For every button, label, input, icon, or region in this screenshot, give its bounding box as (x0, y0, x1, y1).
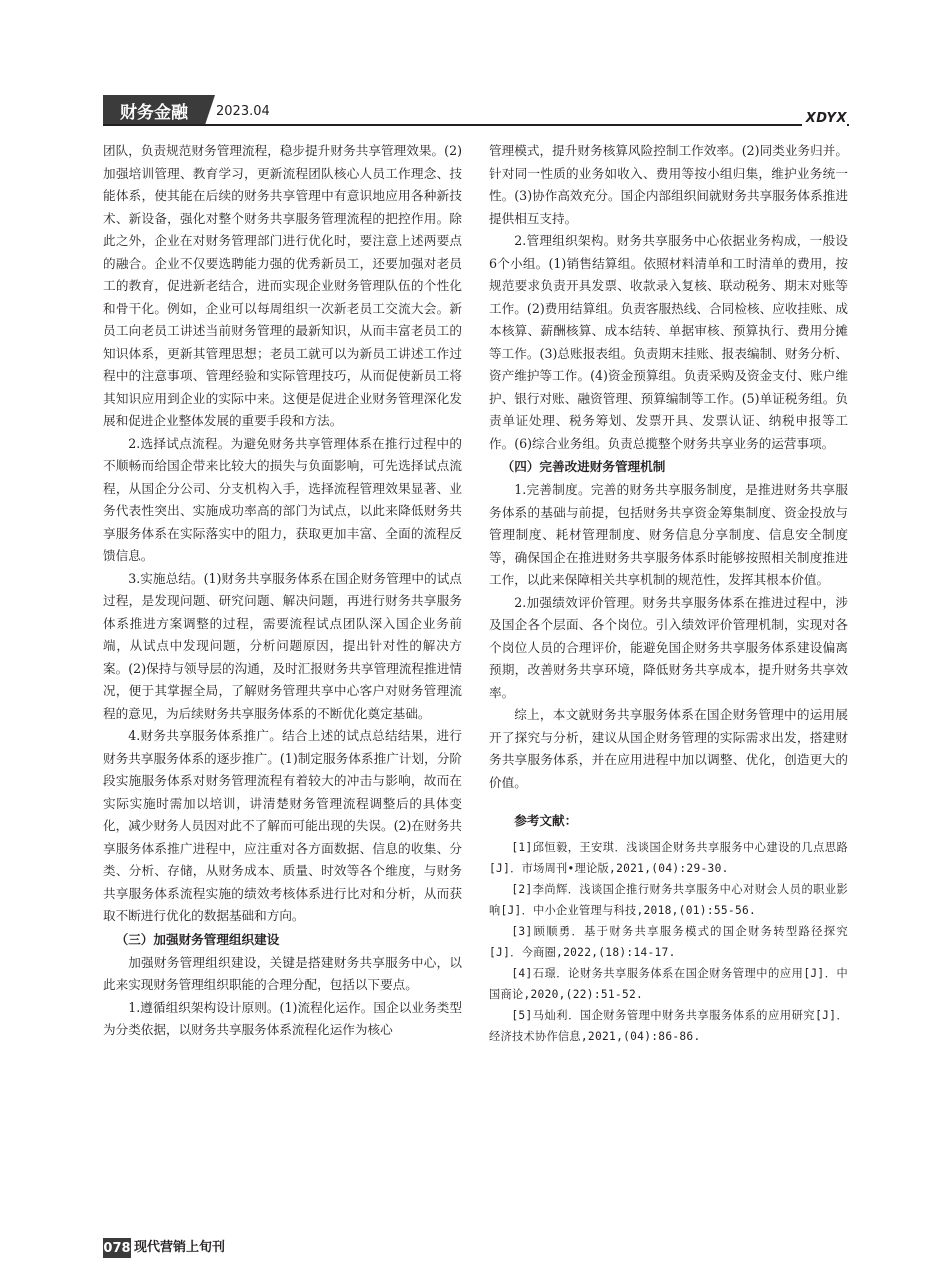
paragraph: 综上，本文就财务共享服务体系在国企财务管理中的运用展开了探究与分析，建议从国企财务管理的实际需求出发，搭建财务共享服务体系，并在应用进程中加以调整、优化，创造更大的价值。 (489, 707, 848, 790)
right-column (489, 140, 848, 1047)
paragraph: 3.实施总结。(1)财务共享服务体系在国企财务管理中的试点过程，是发现问题、研究问题、解决问题，再进行财务共享服务体系推进方案调整的过程，需要流程试点团队深入国企业务前端，从试点中发现问题，分析问题原因，提出针对性的解决方案。(2)保持与领导层的沟通，及时汇报财务共享管理流程推进情况，便于其掌握全局，了解财务管理共享中心客户对财务管理流程的意见，为后续财务共享服务体系的不断优化奠定基础。 (103, 570, 462, 721)
issue-date: 2023.04 (216, 104, 270, 119)
paragraph: 1.遵循组织架构设计原则。(1)流程化运作。国企以业务类型为分类依据，以财务共享服务体系流程化运作为核心 (103, 999, 462, 1037)
section-heading: （四）完善改进财务管理机制 (501, 459, 666, 474)
journal-code: XDYX (802, 111, 847, 126)
paragraph: 4.财务共享服务体系推广。结合上述的试点总结结果，进行财务共享服务体系的逐步推广。(1)制定服务体系推广计划，分阶段实施服务体系对财务管理流程有着较大的冲击与影响，故而在实际实施时需加以培训，讲清楚财务管理流程调整后的具体变化，减少财务人员因对此不了解而可能出现的失误。(2)在财务共享服务体系推广进程中，应注重对各方面数据、信息的收集、分类、分析、存储，从财务成本、质量、时效等各个维度，与财务共享服务体系流程实施的绩效考核体系进行比对和分析，从而获取不断进行优化的数据基础和方向。 (103, 728, 462, 923)
reference-item: [1]邱恒毅，王安琪．浅谈国企财务共享服务中心建设的几点思路[J]．市场周刊•理论版,2021,(04):29-30. (489, 840, 848, 875)
paragraph: 1.完善制度。完善的财务共享服务制度，是推进财务共享服务体系的基础与前提，包括财务共享资金筹集制度、资金投放与管理制度、耗材管理制度、财务信息分享制度、信息安全制度等，确保国企在推进财务共享服务体系时能够按照相关制度推进工作，以此来保障相关共享机制的规范性，发挥其根本价值。 (489, 482, 848, 587)
paragraph: 2.选择试点流程。为避免财务共享管理体系在推行过程中的不顺畅而给国企带来比较大的损失与负面影响，可先选择试点流程，从国企分公司、分支机构入手，选择流程管理效果显著、业务代表性突出、实施成功率高的部门为试点，以此来降低财务共享服务体系在实际落实中的阻力，获取更加丰富、全面的流程反馈信息。 (103, 435, 462, 563)
paragraph: 2.管理组织架构。财务共享服务中心依据业务构成，一般设6个小组。(1)销售结算组。依照材料清单和工时清单的费用，按规范要求负责开具发票、收款录入复核、联动税务、期末对账等工作。(2)费用结算组。负责客服热线、合同检核、应收挂账、成本核算、薪酬核算、成本结转、单据审核、预算执行、费用分摊等工作。(3)总账报表组。负责期末挂账、报表编制、财务分析、资产维护等工作。(4)资金预算组。负责采购及资金支付、账户维护、银行对账、融资管理、预算编制等工作。(5)单证税务组。负责单证处理、税务筹划、发票开具、发票认证、纳税申报等工作。(6)综合业务组。负责总揽整个财务共享业务的运营事项。 (489, 233, 848, 451)
header-rule (103, 124, 849, 126)
references-title: 参考文献： (514, 813, 578, 828)
page-number: 078 (103, 1238, 131, 1258)
section-heading: （三）加强财务管理组织建设 (115, 931, 280, 947)
section-label-tail (205, 95, 215, 125)
section-label: 财务金融 (103, 95, 205, 125)
journal-name: 现代营销上旬刊 (134, 1240, 226, 1255)
reference-item: [4]石璟．论财务共享服务体系在国企财务管理中的应用[J]．中国商论,2020,(22):51-52. (489, 966, 848, 1001)
paragraph: 2.加强绩效评价管理。财务共享服务体系在推进过程中，涉及国企各个层面、各个岗位。引入绩效评价管理机制，实现对各个岗位人员的合理评价，能避免国企财务共享服务体系建设偏离预期，改善财务共享环境，降低财务共享成本，提升财务共享效率。 (489, 594, 848, 700)
paragraph: 团队，负责规范财务管理流程，稳步提升财务共享管理效果。(2)加强培训管理、教育学习，更新流程团队核心人员工作理念、技能体系，使其能在后续的财务共享管理中有意识地应用各种新技术、新设备，强化对整个财务共享服务管理流程的把控作用。除此之外，企业在对财务管理部门进行优化时，要注意上述两要点的融合。企业不仅要选聘能力强的优秀新员工，还要加强对老员工的教育，促进新老结合，进而实现企业财务管理队伍的个性化和骨干化。例如，企业可以每周组织一次新老员工交流大会。新员工向老员工讲述当前财务管理的最新知识，从而丰富老员工的知识体系，更新其管理思想；老员工就可以为新员工讲述工作过程中的注意事项、管理经验和实际管理技巧，从而促使新员工将其知识应用到企业的实际中来。这便是促进企业财务管理深化发展和促进企业整体发展的重要手段和方法。 (103, 143, 462, 428)
left-column (103, 140, 462, 1042)
reference-item: [3]顾顺勇．基于财务共享服务模式的国企财务转型路径探究[J]．今商圈,2022,(18):14-17. (489, 924, 848, 959)
paragraph: 管理模式，提升财务核算风险控制工作效率。(2)同类业务归并。针对同一性质的业务如收入、费用等按小组归集，维护业务统一性。(3)协作高效充分。国企内部组织间就财务共享服务体系推进提供相互支持。 (489, 143, 848, 226)
reference-item: [5]马灿利．国企财务管理中财务共享服务体系的应用研究[J]．经济技术协作信息,2021,(04):86-86. (489, 1008, 848, 1043)
reference-item: [2]李尚辉．浅谈国企推行财务共享服务中心对财会人员的职业影响[J]．中小企业管理与科技,2018,(01):55-56. (489, 882, 848, 917)
paragraph: 加强财务管理组织建设，关键是搭建财务共享服务中心，以此来实现财务管理组织职能的合理分配，包括以下要点。 (103, 954, 462, 992)
